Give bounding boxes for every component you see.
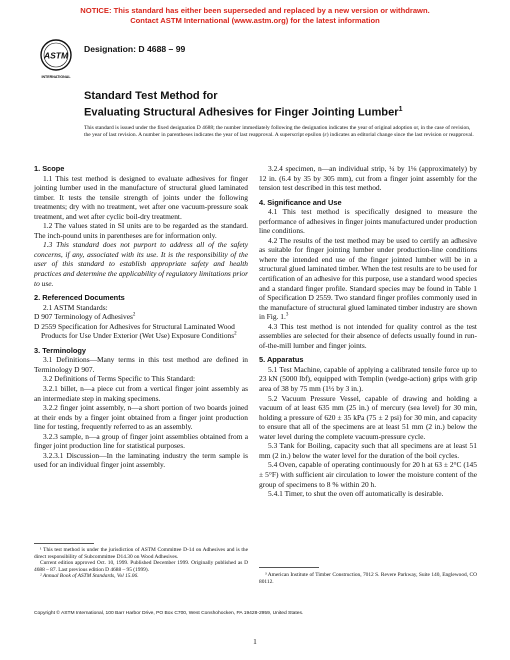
section-significance-heading: 4. Significance and Use — [259, 197, 342, 207]
issued-note: This standard is issued under the fixed designation D 4688; the number immediately following the designation indicates the year of original adoption or, in the case of revision, the year of last revision. A number in parentheses indicates the year of last reapproval. A superscript epsilon (ε) indicates an editorial change since the last revision or reapproval. — [84, 125, 474, 139]
para-1-3: 1.3 This standard does not purport to address all of the safety concerns, if any, associated with its use. It is the responsibility of the user of this standard to establish appropriate safety and health practices and determine the applicability of regulatory limitations prior to use. — [34, 240, 248, 288]
footnote-rule-right — [259, 567, 319, 568]
title-line-2: Evaluating Structural Adhesives for Finger Jointing Lumber$^1$ — [84, 106, 403, 119]
reference-d907: D 907 Terminology of Adhesives$^2$ — [34, 312, 136, 322]
supersession-notice — [0, 6, 510, 25]
astm-logo — [37, 38, 75, 80]
para-3-1: 3.1 Definitions—Many terms in this test method are defined in Terminology D 907. — [34, 355, 248, 374]
para-3-2-4: 3.2.4 specimen, n—an individual strip, ¼ by 1⅛ (approximately) by 12 in. (6.4 by 35 by 305 mm), cut from a finger joint assembly for the tension test described in this test method. — [259, 164, 477, 193]
para-5-1: 5.1 Test Machine, capable of applying a calibrated tensile force up to 23 kN (5000 lbf), equipped with Templin (wedge-action) grips with grip area of 38 by 75 mm (1½ by 3 in.). — [259, 364, 477, 394]
para-3-2-2: 3.2.2 finger joint assembly, n—a short portion of two boards joined at their ends by a finger joint obtained from a finger joint production line for testing, frequently referred to as an assembly. — [34, 403, 248, 432]
footnotes-left — [34, 547, 248, 580]
para-4-1: 4.1 This test method is specifically designed to measure the performance of adhesives in finger joints manufactured under production line conditions. — [259, 207, 477, 236]
logo-subtext: INTERNATIONAL — [41, 75, 71, 79]
right-column — [259, 164, 477, 499]
para-3-2-1: 3.2.1 billet, n—a piece cut from a vertical finger joint assembly as an intermediate step in making specimens. — [34, 384, 248, 403]
copyright-line: Copyright © ASTM International, 100 Barr Harbor Drive, PO Box C700, West Conshohocken, PA 19428-2959, United States. — [34, 611, 304, 616]
document-title — [84, 90, 402, 120]
section-scope-heading: 1. Scope — [34, 164, 65, 173]
notice-line-2: Contact ASTM International (www.astm.org) for the latest information — [130, 15, 380, 25]
page-number: 1 — [253, 637, 257, 646]
footnote-3: ³ American Institute of Timber Construction, 7012 S. Revere Parkway, Suite 140, Englewood, CO 80112. — [259, 572, 477, 585]
section-apparatus-heading: 5. Apparatus — [259, 355, 304, 365]
para-3-2-3: 3.2.3 sample, n—a group of finger joint assemblies obtained from a finger joint production line for statistical purposes. — [34, 431, 248, 451]
footnote-rule-left — [34, 543, 94, 544]
para-1-1: 1.1 This test method is designed to evaluate adhesives for finger jointing lumber used in the manufacture of structural glued laminated timber. It tests the tensile strength of joints under the following treatments; dry with no treatment, wet after one vacuum-pressure soak treatment, and wet after cyclic boil-dry treatment. — [34, 173, 248, 221]
section-references-heading: 2. Referenced Documents — [34, 293, 125, 303]
para-1-2: 1.2 The values stated in SI units are to be regarded as the standard. The inch-pound units in parentheses are for information only. — [34, 221, 248, 240]
logo-text: ASTM — [43, 50, 69, 61]
para-5-4-1: 5.4.1 Timer, to shut the oven off automatically is desirable. — [268, 489, 444, 499]
para-5-2: 5.2 Vacuum Pressure Vessel, capable of drawing and holding a vacuum of at least 635 mm (25 in.) of mercury (sea level) for 30 min, holding a pressure of 620 ± 35 kPa (75 ± 2 psi) for 30 min, and capacity to ensure that all of the specimens are at least 51 mm (2 in.) below the water level during the complete vacuum-pressure cycle. — [259, 393, 477, 441]
para-5-3: 5.3 Tank for Boiling, capacity such that all specimens are at least 51 mm (2 in.) below the water level for the duration of the boil cycles. — [259, 441, 477, 460]
notice-line-1: NOTICE: This standard has either been superseded and replaced by a new version or withdrawn. — [80, 6, 430, 15]
para-3-2: 3.2 Definitions of Terms Specific to This Standard: — [43, 374, 196, 384]
footnotes-right — [259, 572, 477, 585]
designation: Designation: D 4688 – 99 — [84, 44, 186, 54]
section-terminology-heading: 3. Terminology — [34, 345, 87, 355]
left-column — [34, 164, 248, 470]
footnote-1-edition: Current edition approved Oct. 10, 1999. Published December 1999. Originally published as D 4688 – 87. Last previous edition D 4688 – 95 (1999). — [34, 560, 248, 573]
title-line-1: Standard Test Method for — [84, 90, 218, 102]
para-5-4: 5.4 Oven, capable of operating continuously for 20 h at 63 ± 2°C (145 ± 5°F) with sufficient air circulation to lower the moisture content of the group of specimens to 8 % within 20 h. — [259, 460, 477, 489]
footnote-1: ¹ This test method is under the jurisdiction of ASTM Committee D-14 on Adhesives and is the direct responsibility of Subcommittee D14.30 on Wood Adhesives. — [34, 547, 248, 560]
para-4-3: 4.3 This test method is not intended for quality control as the test assemblies are selected for their absence of defects usually found in run-of-the-mill lumber and finger joints. — [259, 321, 477, 350]
para-3-2-3-1: 3.2.3.1 Discussion—In the laminating industry the term sample is used for an individual finger joint assembly. — [34, 450, 248, 470]
para-2-1: 2.1 ASTM Standards: — [43, 302, 108, 312]
footnote-2: ² Annual Book of ASTM Standards, Vol 15.06. — [40, 573, 139, 580]
reference-d2559: D 2559 Specification for Adhesives for Structural Laminated Wood Products for Use Under Exterior (Wet Use) Exposure Conditions$^2$ — [34, 321, 237, 341]
para-4-2: 4.2 The results of the test method may be used to certify an adhesive as suitable for finger jointing lumber under production-line conditions where the intended end use of the finger jointed lumber will be in a structural glued laminated timber. When the test results are to be used for certification of an adhesive for this purpose, use a standard wood species and a standard finger profile. Standard species may be found in Table 1 of Specification D 2559. Two standard finger profiles commonly used in the manufacture of structural glued laminated timber industry are shown in Fig. 1.$^3$ — [259, 235, 477, 322]
title-footnote-mark: 1 — [398, 106, 403, 113]
